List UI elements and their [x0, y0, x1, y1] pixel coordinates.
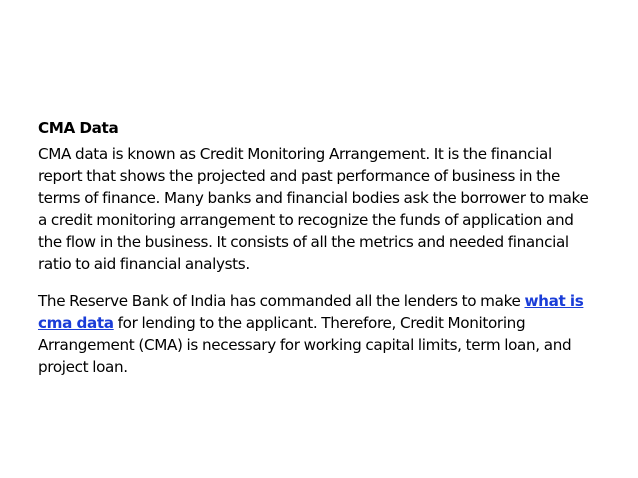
paragraph-text-before-link: The Reserve Bank of India has commanded all the lenders to make — [38, 292, 525, 310]
section-heading: CMA Data — [38, 119, 119, 137]
paragraph-cma-definition: CMA data is known as Credit Monitoring Arrangement. It is the financial report that shows the projected and past performance of business in the terms of finance. Many banks and financial bodies ask the borrower to make a credit monitoring arrangement to recognize the funds of application and the flow in the business. It consists of all the metrics and needed financial ratio to aid financial analysts. — [38, 145, 589, 273]
paragraph-text-after-link: for lending to the applicant. Therefore, Credit Monitoring Arrangement (CMA) is necessary for working capital limits, term loan, and project loan. — [38, 314, 572, 376]
what-is-cma-data-link[interactable]: what is cma data — [38, 292, 584, 332]
document-body — [38, 117, 598, 378]
paragraph-rbi-requirement — [38, 290, 598, 378]
